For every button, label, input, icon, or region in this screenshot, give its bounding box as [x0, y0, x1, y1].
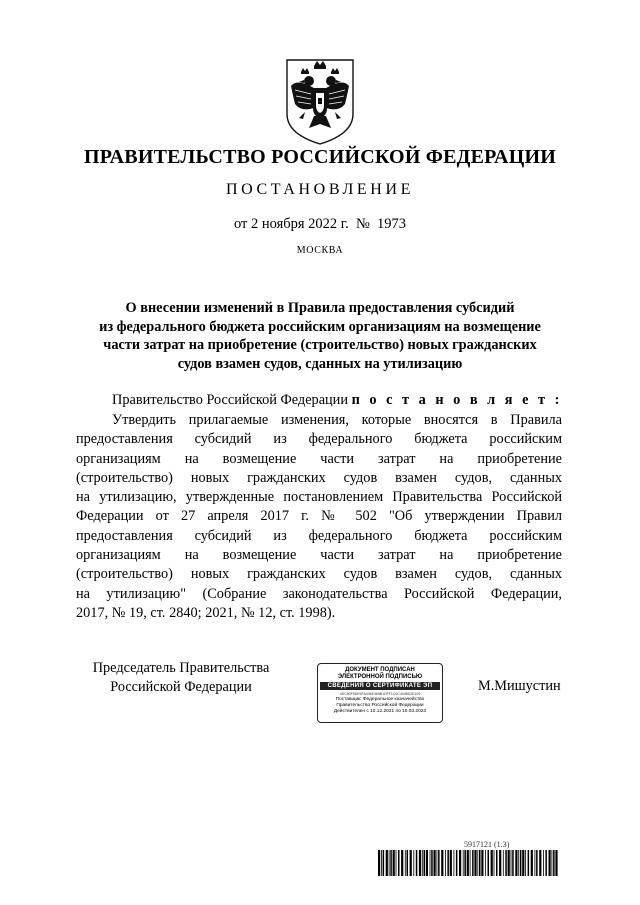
coat-of-arms-icon — [281, 56, 359, 146]
decree-body — [76, 411, 562, 623]
stamp-line: ДОКУМЕНТ ПОДПИСАН — [345, 667, 415, 673]
barcode-number: 5917121 (1.3) — [464, 840, 510, 849]
preamble — [112, 392, 562, 409]
body-line: Утвердить прилагаемые изменения, которые вносятся в Правила — [112, 412, 562, 428]
document-type: ПОСТАНОВЛЕНИЕ — [226, 181, 414, 198]
preamble-text: Правительство Российской Федерации — [112, 392, 348, 408]
document-subject — [70, 299, 570, 373]
stamp-holder: Правительство Российской Федерации — [336, 703, 424, 708]
subject-line: О внесении изменений в Правила предоставления субсидий — [125, 300, 515, 316]
signer-position-line: Председатель Правительства — [92, 660, 270, 676]
body-line: предоставления субсидий из федерального бюджета российским — [76, 527, 562, 544]
subject-line: части затрат на приобретение (строительство) новых гражданских — [103, 337, 537, 353]
body-line: Федерации от 27 апреля 2017 г. № 502 "Об утверждении Правил — [76, 508, 562, 525]
body-line: (строительство) новых гражданских судов взамен судов, сданных — [76, 469, 562, 486]
subject-line: из федерального бюджета российским организациям на возмещение — [99, 318, 541, 335]
stamp-line: ЭЛЕКТРОННОЙ ПОДПИСЬЮ — [337, 674, 423, 680]
body-line: 2017, № 19, ст. 2840; 2021, № 12, ст. 1998). — [76, 604, 336, 621]
electronic-signature-stamp — [317, 663, 443, 723]
government-title: ПРАВИТЕЛЬСТВО РОССИЙСКОЙ ФЕДЕРАЦИИ — [84, 146, 556, 168]
body-line: на утилизацию" (Собрание законодательства Российской Федерации, — [76, 585, 562, 602]
body-line: предоставления субсидий из федерального бюджета российским — [76, 431, 562, 448]
stamp-band: СВЕДЕНИЯ О СЕРТИФИКАТЕ ЭП — [320, 682, 440, 690]
signer-position — [76, 659, 286, 697]
signer-name: М.Мишустин — [478, 678, 561, 694]
signer-position-line: Российской Федерации — [110, 679, 252, 695]
city: МОСКВА — [296, 245, 344, 256]
stamp-serial: 4DC80F5DE9FA436E365B1DFF1C0C4448D2E109 — [339, 692, 421, 696]
body-line: на утилизацию, утвержденные постановлением Правительства Российской — [76, 489, 562, 506]
decree-word: п о с т а н о в л я е т : — [351, 392, 563, 408]
body-line: организациям на возмещение части затрат на приобретение — [76, 450, 562, 467]
date-and-number: от 2 ноября 2022 г. № 1973 — [233, 216, 407, 232]
stamp-owner: Поставщик: Федеральное казначейство — [335, 697, 425, 702]
body-line: (строительство) новых гражданских судов взамен судов, сданных — [76, 566, 562, 583]
barcode-icon — [378, 850, 558, 876]
subject-line: судов взамен судов, сданных на утилизацию — [177, 355, 463, 372]
stamp-validity: Действителен с 10.12.2021 по 10.03.2023 — [333, 709, 427, 714]
body-line: организациям на возмещение части затрат на приобретение — [76, 547, 562, 564]
